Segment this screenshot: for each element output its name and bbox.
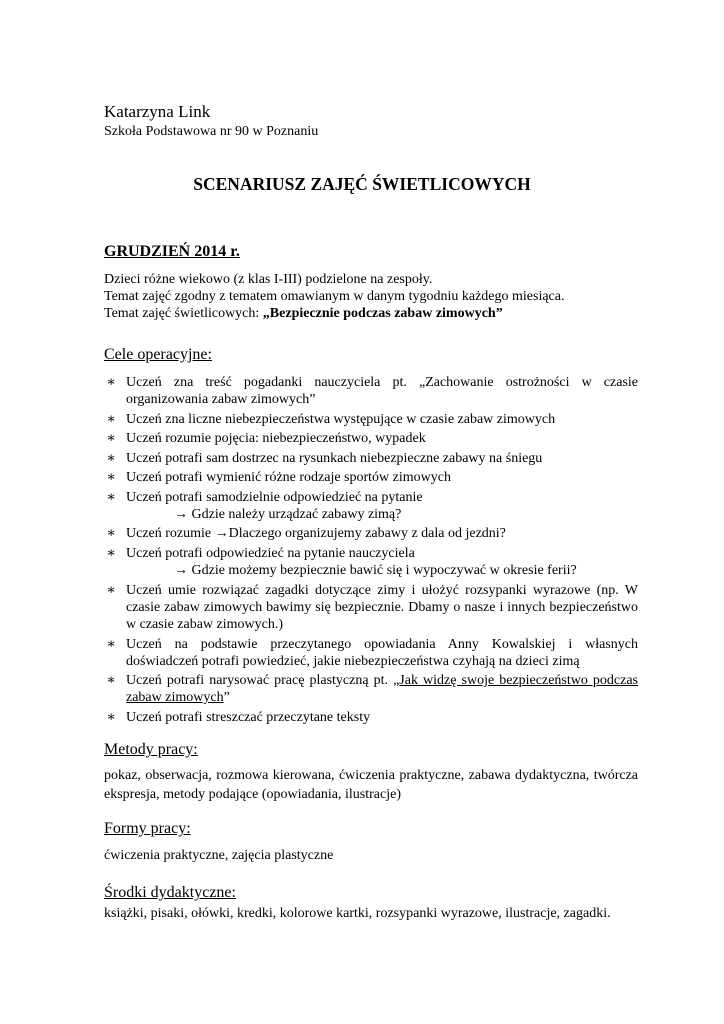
list-item xyxy=(104,525,638,542)
goal-text: Uczeń potrafi odpowiedzieć na pytanie nauczyciela xyxy=(126,545,415,561)
bullet-icon: ∗ xyxy=(106,545,116,561)
bullet-icon: ∗ xyxy=(106,709,116,725)
list-item xyxy=(104,672,638,706)
bullet-icon: ∗ xyxy=(106,582,116,598)
bullet-icon: ∗ xyxy=(106,489,116,505)
goal-text: Uczeń zna liczne niebezpieczeństwa występujące w czasie zabaw zimowych xyxy=(126,411,556,427)
list-item xyxy=(104,489,638,523)
bullet-icon: ∗ xyxy=(106,431,116,447)
goal-text: Uczeń rozumie pojęcia: niebezpieczeństwo, wypadek xyxy=(126,431,426,447)
date-heading: GRUDZIEŃ 2014 r. xyxy=(104,243,240,260)
bullet-icon: ∗ xyxy=(106,636,116,652)
author-name: Katarzyna Link xyxy=(104,102,211,121)
intro-line-2: Temat zajęć zgodny z tematem omawianym w danym tygodniu każdego miesiąca. xyxy=(104,289,565,304)
goal-text: Uczeń potrafi narysować pracę plastyczną pt. „ xyxy=(126,673,400,689)
list-item xyxy=(104,709,638,726)
goal-text: Uczeń na podstawie przeczytanego opowiadania Anny Kowalskiej i własnych doświadczeń potrafi powiedzieć, jakie niebezpieczeństwa czyhają na dzieci zimą xyxy=(126,636,638,669)
school-name: Szkoła Podstawowa nr 90 w Poznaniu xyxy=(104,124,319,139)
document-title: SCENARIUSZ ZAJĘĆ ŚWIETLICOWYCH xyxy=(193,174,531,194)
list-item xyxy=(104,582,638,634)
intro-block xyxy=(104,271,564,322)
bullet-icon: ∗ xyxy=(106,470,116,486)
bullet-icon: ∗ xyxy=(106,411,116,427)
artwork-title-close: ” xyxy=(223,690,230,706)
intro-topic: „Bezpiecznie podczas zabaw zimowych” xyxy=(262,306,503,321)
bullet-icon: ∗ xyxy=(106,450,116,466)
goal-text: Uczeń potrafi samodzielnie odpowiedzieć na pytanie xyxy=(126,489,423,505)
list-item xyxy=(104,636,638,670)
goal-text: Uczeń rozumie →Dlaczego organizujemy zabawy z dala od jezdni? xyxy=(126,526,506,542)
goal-text: Uczeń zna treść pogadanki nauczyciela pt. „Zachowanie ostrożności w czasie organizowania zabaw zimowych” xyxy=(126,375,638,408)
forms-text: ćwiczenia praktyczne, zajęcia plastyczne xyxy=(104,848,334,863)
list-item xyxy=(104,450,638,467)
intro-line-3 xyxy=(104,305,564,322)
methods-heading: Metody pracy: xyxy=(104,741,198,758)
goal-text: Uczeń potrafi wymienić różne rodzaje sportów zimowych xyxy=(126,470,451,486)
bullet-icon: ∗ xyxy=(106,526,116,542)
list-item xyxy=(104,469,638,486)
resources-heading: Środki dydaktyczne: xyxy=(104,884,236,901)
bullet-icon: ∗ xyxy=(106,375,116,390)
goals-heading: Cele operacyjne: xyxy=(104,346,212,363)
goal-sub-question: → Gdzie możemy bezpiecznie bawić się i wypoczywać w okresie ferii? xyxy=(174,563,577,579)
intro-line-1: Dzieci różne wiekowo (z klas I-III) podzielone na zespoły. xyxy=(104,272,433,287)
artwork-title: Jak widzę swoje bezpieczeństwo podczas zabaw zimowych xyxy=(126,673,639,706)
list-item xyxy=(104,545,638,579)
list-item xyxy=(104,411,638,428)
list-item xyxy=(104,374,638,408)
goals-list xyxy=(104,374,638,728)
goal-text: Uczeń potrafi sam dostrzec na rysunkach niebezpieczne zabawy na śniegu xyxy=(126,450,543,466)
resources-text: książki, pisaki, ołówki, kredki, kolorowe kartki, rozsypanki wyrazowe, ilustracje, zagadki. xyxy=(104,906,611,921)
methods-text: pokaz, obserwacja, rozmowa kierowana, ćwiczenia praktyczne, zabawa dydaktyczna, twórcza ekspresja, metody podające (opowiadania, ilustracje) xyxy=(104,768,638,802)
bullet-icon: ∗ xyxy=(106,673,116,689)
goal-text: Uczeń umie rozwiązać zagadki dotyczące zimy i ułożyć rozsypanki wyrazowe (np. W czasie zabaw zimowych bawimy się bezpiecznie. Dbamy o nasze i innych bezpieczeństwo w czasie zabaw zimowych.) xyxy=(126,582,638,633)
forms-heading: Formy pracy: xyxy=(104,820,191,837)
intro-topic-label: Temat zajęć świetlicowych: xyxy=(104,306,263,321)
goal-text: Uczeń potrafi streszczać przeczytane teksty xyxy=(126,709,371,725)
list-item xyxy=(104,430,638,447)
goal-sub-question: → Gdzie należy urządzać zabawy zimą? xyxy=(174,506,402,522)
